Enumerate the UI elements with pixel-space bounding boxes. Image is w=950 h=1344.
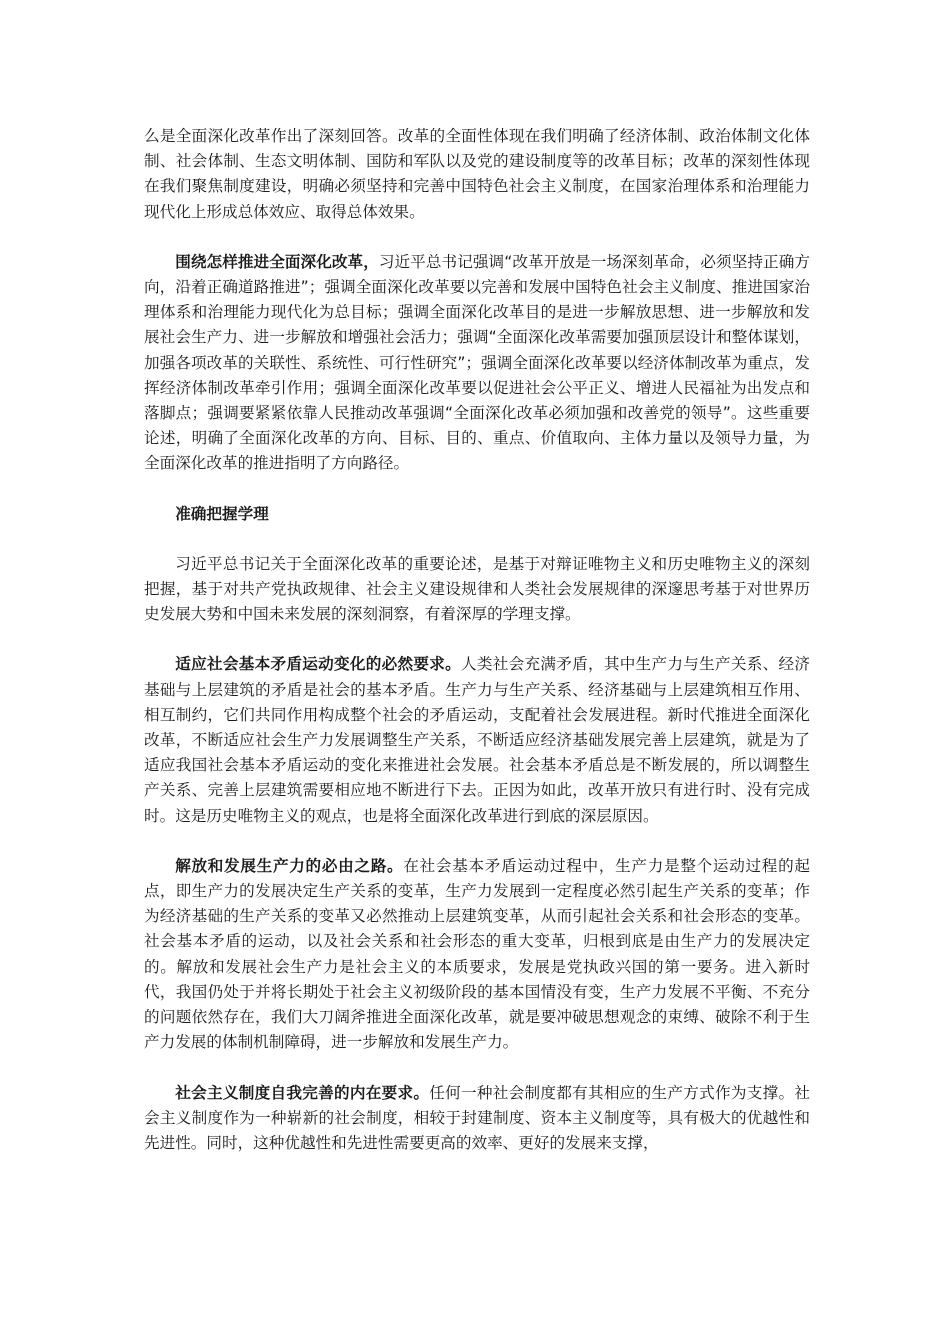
paragraph-theory-basis <box>144 552 810 628</box>
paragraph-lead: 围绕怎样推进全面深化改革， <box>175 252 379 271</box>
section-heading: 准确把握学理 <box>175 504 269 523</box>
paragraph-reform-answer <box>144 124 810 225</box>
paragraph-text: 习近平总书记强调“改革开放是一场深刻革命，必须坚持正确方向，沿着正确道路推进”；强调全面深化改革要以完善和发展中国特色社会主义制度、推进国家治理体系和治理能力现代化为总目标；强调全面深化改革目的是进一步解放思想、进一步解放和发展社会生产力、进一步解放和增强社会活力；强调“全面深化改革需要加强顶层设计和整体谋划，加强各项改革的关联性、系统性、可行性研究”；强调全面深化改革要以经济体制改革为重点，发挥经济体制改革牵引作用；强调全面深化改革要以促进社会公平正义、增进人民福祉为出发点和落脚点；强调要紧紧依靠人民推动改革强调“全面深化改革必须加强和改善党的领导”。这些重要论述，明确了全面深化改革的方向、目标、目的、重点、价值取向、主体力量以及领导力量，为全面深化改革的推进指明了方向路径。 <box>144 252 810 473</box>
paragraph-lead: 解放和发展生产力的必由之路。 <box>175 856 404 875</box>
paragraph-self-improvement <box>144 1081 810 1157</box>
paragraph-text: 在社会基本矛盾运动过程中，生产力是整个运动过程的起点，即生产力的发展决定生产关系的变革，生产力发展到一定程度必然引起生产关系的变革；作为经济基础的生产关系的变革又必然推动上层建筑变革，从而引起社会关系和社会形态的变革。社会基本矛盾的运动，以及社会关系和社会形态的重大变革，归根到底是由生产力的发展决定的。解放和发展社会生产力是社会主义的本质要求，发展是党执政兴国的第一要务。进入新时代，我国仍处于并将长期处于社会主义初级阶段的基本国情没有变，生产力发展不平衡、不充分的问题依然存在，我们大刀阔斧推进全面深化改革，就是要冲破思想观念的束缚、破除不利于生产力发展的体制机制障碍，进一步解放和发展生产力。 <box>144 856 810 1052</box>
document-page <box>144 124 810 1181</box>
paragraph-lead: 适应社会基本矛盾运动变化的必然要求。 <box>175 655 461 674</box>
paragraph-text: 么是全面深化改革作出了深刻回答。改革的全面性体现在我们明确了经济体制、政治体制文化体制、社会体制、生态文明体制、国防和军队以及党的建设制度等的改革目标；改革的深刻性体现在我们聚焦制度建设，明确必须坚持和完善中国特色社会主义制度，在国家治理体系和治理能力现代化上形成总体效应、取得总体效果。 <box>144 127 810 221</box>
paragraph-basic-contradiction <box>144 652 810 828</box>
paragraph-text: 任何一种社会制度都有其相应的生产方式作为支撑。社会主义制度作为一种崭新的社会制度，相较于封建制度、资本主义制度等，具有极大的优越性和先进性。同时，这种优越性和先进性需要更高的效率、更好的发展来支撑， <box>144 1083 810 1152</box>
paragraph-productive-forces <box>144 854 810 1056</box>
paragraph-text: 人类社会充满矛盾，其中生产力与生产关系、经济基础与上层建筑的矛盾是社会的基本矛盾。生产力与生产关系、经济基础与上层建筑相互作用、相互制约，它们共同作用构成整个社会的矛盾运动，支配着社会发展进程。新时代推进全面深化改革，不断适应社会生产力发展调整生产关系，不断适应经济基础发展完善上层建筑，就是为了适应我国社会基本矛盾运动的变化来推进社会发展。社会基本矛盾总是不断发展的，所以调整生产关系、完善上层建筑需要相应地不断进行下去。正因为如此，改革开放只有进行时、没有完成时。这是历史唯物主义的观点，也是将全面深化改革进行到底的深层原因。 <box>144 655 810 825</box>
paragraph-text: 习近平总书记关于全面深化改革的重要论述，是基于对辩证唯物主义和历史唯物主义的深刻把握，基于对共产党执政规律、社会主义建设规律和人类社会发展规律的深邃思考基于对世界历史发展大势和中国未来发展的深刻洞察，有着深厚的学理支撑。 <box>144 554 810 624</box>
paragraph-lead: 社会主义制度自我完善的内在要求。 <box>175 1083 430 1102</box>
paragraph-how-to-advance <box>144 250 810 477</box>
